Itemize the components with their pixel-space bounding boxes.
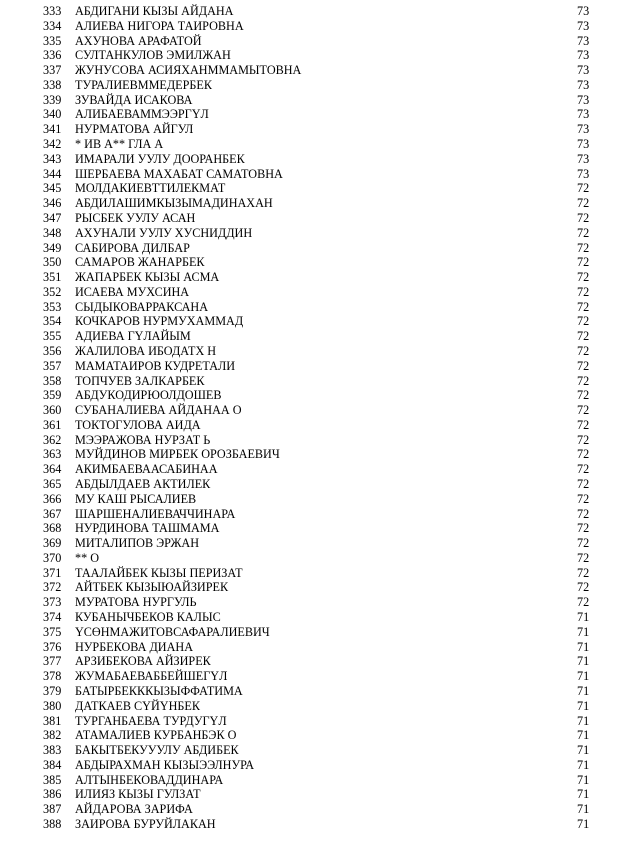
row-score: 71: [577, 713, 590, 728]
table-row: [0, 728, 623, 743]
row-score: 72: [577, 299, 590, 314]
row-name: МУ КАШ РЫСАЛИЕВ: [75, 491, 197, 506]
row-number: 334: [43, 18, 62, 33]
row-score: 72: [577, 270, 590, 285]
table-row: [0, 211, 623, 226]
table-row: [0, 773, 623, 788]
row-name: БАТЫРБЕКККЫЗЫФФАТИМА: [75, 683, 243, 698]
row-score: 73: [577, 151, 590, 166]
row-number: 357: [43, 358, 62, 373]
row-number: 352: [43, 284, 62, 299]
table-row: [0, 388, 623, 403]
row-score: 71: [577, 772, 590, 787]
row-score: 72: [577, 595, 590, 610]
row-number: 366: [43, 491, 62, 506]
row-number: 343: [43, 151, 62, 166]
row-number: 338: [43, 77, 62, 92]
row-name: СЫДЫКОВАРРАКСАНА: [75, 299, 209, 314]
row-name: ТУРГАНБАЕВА ТУРДУГҮЛ: [75, 713, 227, 728]
table-row: [0, 93, 623, 108]
row-number: 333: [43, 4, 62, 18]
table-row: [0, 137, 623, 152]
table-row: [0, 314, 623, 329]
row-score: 72: [577, 388, 590, 403]
row-score: 72: [577, 314, 590, 329]
row-number: 368: [43, 521, 62, 536]
row-number: 387: [43, 802, 62, 817]
table-row: [0, 181, 623, 196]
row-score: 71: [577, 757, 590, 772]
results-table: [0, 4, 623, 832]
row-name: КУБАНЫЧБЕКОВ КАЛЫС: [75, 610, 221, 625]
row-name: МОЛДАКИЕВТТИЛЕКМАТ: [75, 181, 226, 196]
row-number: 372: [43, 580, 62, 595]
table-row: [0, 595, 623, 610]
row-name: КОЧКАРОВ НУРМУХАММАД: [75, 314, 244, 329]
row-score: 72: [577, 225, 590, 240]
table-row: [0, 447, 623, 462]
row-number: 363: [43, 447, 62, 462]
table-row: [0, 551, 623, 566]
table-row: [0, 255, 623, 270]
row-name: МЭЭРАЖОВА НУРЗАТ Ь: [75, 432, 211, 447]
row-name: ЖУМАБАЕВАББЕЙШЕГҮЛ: [75, 669, 228, 684]
row-score: 73: [577, 77, 590, 92]
table-row: [0, 477, 623, 492]
row-score: 73: [577, 33, 590, 48]
row-number: 346: [43, 196, 62, 211]
row-score: 72: [577, 329, 590, 344]
table-row: [0, 536, 623, 551]
row-name: АЙДАРОВА ЗАРИФА: [75, 802, 193, 817]
row-number: 379: [43, 683, 62, 698]
row-name: ** О: [75, 550, 100, 565]
row-name: СУБАНАЛИЕВА АЙДАНАА О: [75, 403, 242, 418]
table-row: [0, 566, 623, 581]
table-row: [0, 226, 623, 241]
table-row: [0, 403, 623, 418]
row-number: 353: [43, 299, 62, 314]
row-score: 71: [577, 728, 590, 743]
table-row: [0, 285, 623, 300]
row-name: МУЙДИНОВ МИРБЕК ОРОЗБАЕВИЧ: [75, 447, 280, 462]
table-row: [0, 521, 623, 536]
row-name: БАКЫТБЕКУУУЛУ АБДИБЕК: [75, 743, 239, 758]
table-row: [0, 625, 623, 640]
table-row: [0, 122, 623, 137]
row-score: 72: [577, 550, 590, 565]
row-score: 71: [577, 624, 590, 639]
row-number: 384: [43, 757, 62, 772]
row-score: 72: [577, 477, 590, 491]
table-row: [0, 418, 623, 433]
row-score: 72: [577, 491, 590, 506]
row-score: 71: [577, 802, 590, 817]
table-row: [0, 758, 623, 773]
row-number: 339: [43, 92, 62, 107]
row-name: АБДУКОДИРЮОЛДОШЕВ: [75, 388, 222, 403]
row-name: АТАМАЛИЕВ КУРБАНБЭК О: [75, 728, 237, 743]
row-name: АБДЫЛДАЕВ АКТИЛЕК: [75, 477, 211, 491]
row-name: ЗАИРОВА БУРУЙЛАКАН: [75, 816, 216, 831]
row-score: 72: [577, 196, 590, 211]
row-name: АЛИБАЕВАММЭЭРГҮЛ: [75, 107, 209, 122]
table-row: [0, 107, 623, 122]
row-number: 388: [43, 816, 62, 831]
row-score: 72: [577, 373, 590, 388]
row-score: 72: [577, 417, 590, 432]
row-score: 72: [577, 255, 590, 270]
table-row: [0, 167, 623, 182]
table-row: [0, 507, 623, 522]
table-row: [0, 669, 623, 684]
table-row: [0, 610, 623, 625]
row-number: 361: [43, 417, 62, 432]
table-row: [0, 817, 623, 832]
row-number: 382: [43, 728, 62, 743]
row-number: 360: [43, 403, 62, 418]
row-number: 358: [43, 373, 62, 388]
row-score: 71: [577, 787, 590, 802]
row-number: 348: [43, 225, 62, 240]
row-number: 336: [43, 48, 62, 63]
table-row: [0, 374, 623, 389]
row-score: 71: [577, 654, 590, 669]
row-name: ДАТКАЕВ СҮЙҮНБЕК: [75, 698, 200, 713]
row-number: 341: [43, 122, 62, 137]
row-name: * ИВ А** ГЛА А: [75, 137, 164, 152]
table-row: [0, 19, 623, 34]
table-row: [0, 78, 623, 93]
row-score: 71: [577, 610, 590, 625]
row-number: 383: [43, 743, 62, 758]
row-name: ТУРАЛИЕВММЕДЕРБЕК: [75, 77, 212, 92]
row-name: ЖАПАРБЕК КЫЗЫ АСМА: [75, 270, 220, 285]
row-number: 340: [43, 107, 62, 122]
row-score: 73: [577, 122, 590, 137]
row-name: ЖУНУСОВА АСИЯХАНММАМЫТОВНА: [75, 63, 302, 78]
row-number: 376: [43, 639, 62, 654]
row-number: 378: [43, 669, 62, 684]
row-number: 371: [43, 565, 62, 580]
table-row: [0, 270, 623, 285]
row-number: 342: [43, 137, 62, 152]
row-score: 71: [577, 816, 590, 831]
row-score: 72: [577, 181, 590, 196]
table-row: [0, 492, 623, 507]
row-name: АКИМБАЕВААСАБИНАА: [75, 462, 218, 477]
table-row: [0, 152, 623, 167]
row-name: ТОПЧУЕВ ЗАЛКАРБЕК: [75, 373, 205, 388]
table-row: [0, 433, 623, 448]
row-name: АРЗИБЕКОВА АЙЗИРЕК: [75, 654, 211, 669]
row-score: 73: [577, 137, 590, 152]
row-number: 386: [43, 787, 62, 802]
table-row: [0, 654, 623, 669]
row-score: 72: [577, 506, 590, 521]
row-number: 373: [43, 595, 62, 610]
row-name: ЖАЛИЛОВА ИБОДАТХ Н: [75, 343, 217, 358]
row-score: 72: [577, 358, 590, 373]
row-number: 375: [43, 624, 62, 639]
row-name: САБИРОВА ДИЛБАР: [75, 240, 190, 255]
row-number: 359: [43, 388, 62, 403]
row-name: АХУНОВА АРАФАТОЙ: [75, 33, 202, 48]
row-number: 356: [43, 343, 62, 358]
row-number: 370: [43, 550, 62, 565]
row-name: ИЛИЯЗ КЫЗЫ ГУЛЗАТ: [75, 787, 201, 802]
row-number: 381: [43, 713, 62, 728]
row-name: АБДИЛАШИМКЫЗЫМАДИНАХАН: [75, 196, 273, 211]
table-row: [0, 34, 623, 49]
row-score: 73: [577, 18, 590, 33]
row-name: МАМАТАИРОВ КУДРЕТАЛИ: [75, 358, 236, 373]
row-score: 72: [577, 432, 590, 447]
table-row: [0, 196, 623, 211]
row-name: РЫСБЕК УУЛУ АСАН: [75, 210, 196, 225]
row-score: 71: [577, 639, 590, 654]
row-score: 72: [577, 403, 590, 418]
row-score: 72: [577, 580, 590, 595]
table-row: [0, 4, 623, 19]
row-number: 377: [43, 654, 62, 669]
row-score: 71: [577, 669, 590, 684]
row-number: 350: [43, 255, 62, 270]
row-number: 362: [43, 432, 62, 447]
table-row: [0, 241, 623, 256]
row-number: 364: [43, 462, 62, 477]
row-number: 344: [43, 166, 62, 181]
row-score: 72: [577, 343, 590, 358]
row-score: 72: [577, 536, 590, 551]
row-score: 72: [577, 462, 590, 477]
row-name: АДИЕВА ГҮЛАЙЫМ: [75, 329, 191, 344]
row-name: АБДИГАНИ КЫЗЫ АЙДАНА: [75, 4, 234, 18]
row-number: 337: [43, 63, 62, 78]
row-name: АХУНАЛИ УУЛУ ХУСНИДДИН: [75, 225, 253, 240]
row-score: 72: [577, 565, 590, 580]
row-name: АЛТЫНБЕКОВАДДИНАРА: [75, 772, 224, 787]
row-score: 72: [577, 240, 590, 255]
row-score: 72: [577, 284, 590, 299]
table-row: [0, 48, 623, 63]
row-number: 369: [43, 536, 62, 551]
row-name: НУРДИНОВА ТАШМАМА: [75, 521, 220, 536]
row-number: 347: [43, 210, 62, 225]
table-row: [0, 743, 623, 758]
row-name: МИТАЛИПОВ ЭРЖАН: [75, 536, 200, 551]
row-score: 73: [577, 4, 590, 18]
row-name: МУРАТОВА НУРГУЛЬ: [75, 595, 197, 610]
table-row: [0, 344, 623, 359]
row-name: ТОКТОГУЛОВА АИДА: [75, 417, 201, 432]
row-number: 349: [43, 240, 62, 255]
table-row: [0, 787, 623, 802]
row-score: 72: [577, 210, 590, 225]
row-number: 335: [43, 33, 62, 48]
row-number: 365: [43, 477, 62, 491]
row-score: 72: [577, 447, 590, 462]
table-row: [0, 359, 623, 374]
row-number: 380: [43, 698, 62, 713]
row-number: 367: [43, 506, 62, 521]
table-row: [0, 63, 623, 78]
row-name: АЙТБЕК КЫЗЫЮАЙЗИРЕК: [75, 580, 229, 595]
table-row: [0, 714, 623, 729]
row-name: ЗУВАЙДА ИСАКОВА: [75, 92, 193, 107]
row-number: 351: [43, 270, 62, 285]
row-score: 71: [577, 743, 590, 758]
row-name: ШЕРБАЕВА МАХАБАТ САМАТОВНА: [75, 166, 283, 181]
table-row: [0, 329, 623, 344]
table-row: [0, 802, 623, 817]
table-row: [0, 580, 623, 595]
row-name: ИСАЕВА МУХСИНА: [75, 284, 190, 299]
row-name: ҮСӨНМАЖИТОВСАФАРАЛИЕВИЧ: [75, 624, 270, 639]
row-number: 345: [43, 181, 62, 196]
row-number: 374: [43, 610, 62, 625]
row-score: 71: [577, 698, 590, 713]
row-name: НУРМАТОВА АЙГУЛ: [75, 122, 194, 137]
row-number: 354: [43, 314, 62, 329]
row-name: СУЛТАНКУЛОВ ЭМИЛЖАН: [75, 48, 231, 63]
row-score: 71: [577, 683, 590, 698]
row-name: ШАРШЕНАЛИЕВАЧЧИНАРА: [75, 506, 236, 521]
row-name: ИМАРАЛИ УУЛУ ДООРАНБЕК: [75, 151, 245, 166]
row-name: ТААЛАЙБЕК КЫЗЫ ПЕРИЗАТ: [75, 565, 243, 580]
row-name: АБДЫРАХМАН КЫЗЫЭЭЛНУРА: [75, 757, 255, 772]
row-name: САМАРОВ ЖАНАРБЕК: [75, 255, 205, 270]
table-row: [0, 684, 623, 699]
row-name: НУРБЕКОВА ДИАНА: [75, 639, 194, 654]
row-score: 72: [577, 521, 590, 536]
row-number: 355: [43, 329, 62, 344]
row-number: 385: [43, 772, 62, 787]
row-score: 73: [577, 166, 590, 181]
row-score: 73: [577, 92, 590, 107]
table-row: [0, 300, 623, 315]
table-row: [0, 462, 623, 477]
row-name: АЛИЕВА НИГОРА ТАИРОВНА: [75, 18, 244, 33]
table-row: [0, 640, 623, 655]
table-row: [0, 699, 623, 714]
row-score: 73: [577, 63, 590, 78]
row-score: 73: [577, 107, 590, 122]
row-score: 73: [577, 48, 590, 63]
